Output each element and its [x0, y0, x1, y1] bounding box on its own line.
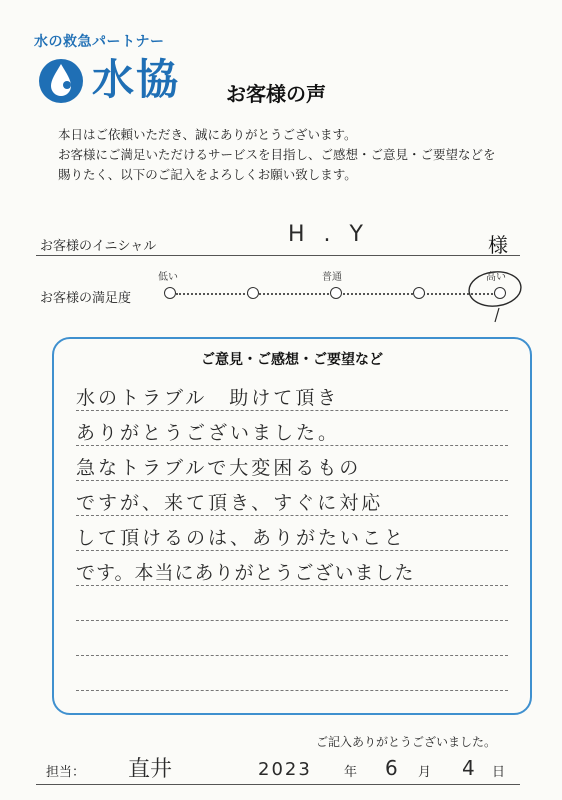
satisfaction-option-3[interactable]: [330, 287, 342, 299]
date-year-unit: 年: [344, 765, 358, 780]
intro-line: お客様にご満足いただけるサービスを目指し、ご感想・ご意見・ご要望などを: [58, 147, 496, 162]
water-drop-logo-icon: [38, 58, 84, 104]
comment-rule: [76, 410, 508, 411]
scale-high-label: 高い: [486, 272, 506, 283]
comment-line: 急なトラブルで大変困るもの: [76, 457, 362, 479]
comment-line: です。本当にありがとうございました: [76, 562, 415, 584]
comments-box: [52, 337, 532, 715]
comment-line: 水のトラブル 助けて頂き: [76, 387, 340, 409]
satisfaction-option-1[interactable]: [164, 287, 176, 299]
comment-line: ありがとうございました。: [76, 422, 341, 444]
comment-rule: [76, 620, 508, 621]
date-day[interactable]: 4: [462, 756, 475, 780]
scale-low-label: 低い: [158, 272, 178, 283]
comment-rule: [76, 550, 508, 551]
satisfaction-label: お客様の満足度: [40, 291, 132, 306]
initials-label: お客様のイニシャル: [40, 239, 157, 254]
scale-mid-label: 普通: [322, 272, 342, 283]
date-year[interactable]: 2023: [258, 759, 312, 780]
footer-underline: [36, 784, 520, 785]
date-month-unit: 月: [418, 765, 432, 780]
comment-rule: [76, 445, 508, 446]
date-month[interactable]: 6: [385, 756, 398, 780]
intro-line: 本日はご依頼いただき、誠にありがとうございます。: [58, 127, 357, 142]
staff-signature: 直井: [128, 757, 173, 782]
intro-line: 賜りたく、以下のご記入をよろしくお願い致します。: [58, 167, 357, 182]
comment-rule: [76, 480, 508, 481]
selected-circle-mark-icon: [462, 266, 524, 330]
comment-line: して頂けるのは、ありがたいこと: [76, 527, 407, 549]
form-title: お客様の声: [226, 82, 326, 106]
staff-label: 担当：: [46, 765, 86, 780]
comment-rule: [76, 655, 508, 656]
initials-underline: [36, 255, 520, 256]
brand-logo-text: 水協: [92, 55, 181, 104]
comment-rule: [76, 585, 508, 586]
satisfaction-option-2[interactable]: [247, 287, 259, 299]
comments-title: ご意見・ご感想・ご要望など: [201, 352, 383, 368]
satisfaction-option-4[interactable]: [413, 287, 425, 299]
thanks-text: ご記入ありがとうございました。: [316, 735, 497, 749]
initials-value[interactable]: H . Y: [288, 222, 369, 247]
comment-line: ですが、来て頂き、すぐに対応: [76, 492, 384, 514]
initials-suffix: 様: [488, 233, 508, 257]
brand-tagline: 水の救急パートナー: [34, 34, 165, 50]
date-day-unit: 日: [492, 765, 506, 780]
comment-rule: [76, 690, 508, 691]
comment-rule: [76, 515, 508, 516]
intro-text: [58, 125, 538, 185]
